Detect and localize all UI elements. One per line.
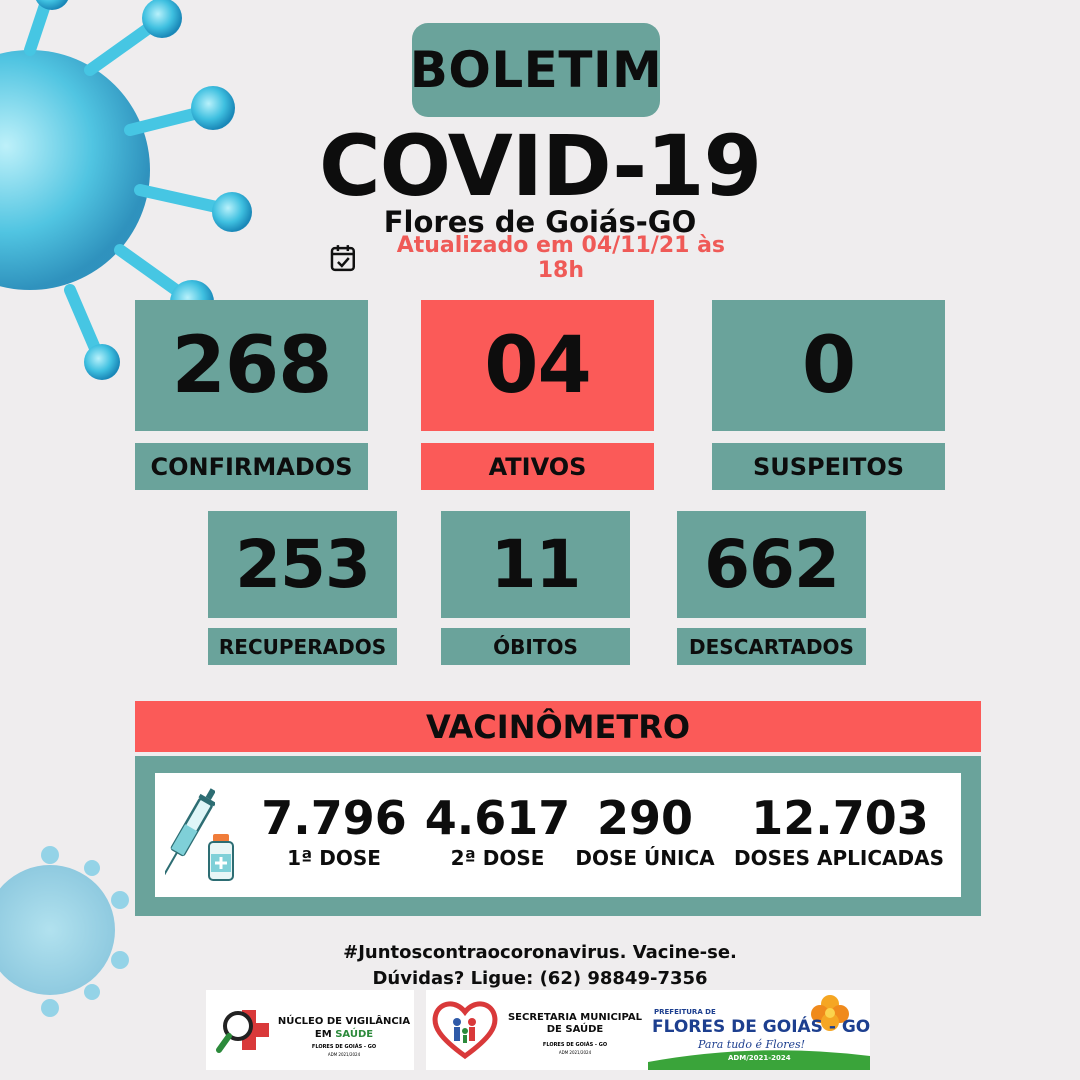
stat-deaths-value: 11 <box>441 511 630 618</box>
stat-active-label: ATIVOS <box>421 443 654 490</box>
logo-nucleo <box>206 990 414 1070</box>
stat-deaths-label: ÓBITOS <box>441 628 630 665</box>
stat-confirmed-value: 268 <box>135 300 368 431</box>
prefeitura-line2: FLORES DE GOIÁS - GO <box>652 1017 870 1037</box>
bulletin-badge <box>409 23 663 117</box>
secretaria-line4: ADM 2021/2024 <box>558 1050 592 1055</box>
vaccine-meter-title: VACINÔMETRO <box>135 701 981 752</box>
stat-suspected-label: SUSPEITOS <box>712 443 945 490</box>
contact-text: Dúvidas? Ligue: (62) 98849-7356 <box>372 967 708 989</box>
stat-confirmed-label: CONFIRMADOS <box>135 443 368 490</box>
prefeitura-line1: PREFEITURA DE <box>654 1008 716 1016</box>
stat-suspected-value: 0 <box>712 300 945 431</box>
nucleo-line4: ADM 2021/2024 <box>327 1052 361 1057</box>
secretaria-line1: SECRETARIA MUNICIPAL <box>507 1012 643 1023</box>
update-row <box>330 233 750 283</box>
single-dose-value: 290 <box>596 791 694 845</box>
bulletin-badge-label: BOLETIM <box>409 41 663 99</box>
stat-discarded-value: 662 <box>677 511 866 618</box>
city-subtitle: Flores de Goiás-GO <box>383 205 697 239</box>
stat-recovered-value: 253 <box>208 511 397 618</box>
hashtag-text: #Juntoscontraocoronavirus. Vacine-se. <box>343 941 737 963</box>
single-dose-label: DOSE ÚNICA <box>575 846 715 870</box>
magnifier-icon <box>216 1006 272 1056</box>
stat-active-value: 04 <box>421 300 654 431</box>
update-timestamp: Atualizado em 04/11/21 às 18h <box>396 233 726 283</box>
first-dose-label: 1ª DOSE <box>287 846 381 870</box>
nucleo-line1: NÚCLEO DE VIGILÂNCIA <box>277 1016 411 1027</box>
second-dose-label: 2ª DOSE <box>450 846 545 870</box>
secretaria-line3: FLORES DE GOIÁS - GO <box>542 1042 608 1048</box>
stat-discarded-label: DESCARTADOS <box>677 628 866 665</box>
calendar-icon <box>330 244 356 272</box>
nucleo-line2: EM SAÚDE <box>314 1029 374 1040</box>
page-title: COVID-19 <box>318 117 762 215</box>
nucleo-line3: FLORES DE GOIÁS - GO <box>311 1044 377 1050</box>
vaccine-vial-icon <box>205 832 237 882</box>
secretaria-line2: DE SAÚDE <box>546 1024 604 1035</box>
second-dose-value: 4.617 <box>424 791 571 845</box>
doses-applied-label: DOSES APLICADAS <box>734 846 944 870</box>
first-dose-value: 7.796 <box>261 791 407 845</box>
heart-icon <box>430 998 500 1060</box>
virus-icon <box>0 840 140 1020</box>
prefeitura-line4: ADM/2021-2024 <box>728 1054 791 1062</box>
logo-prefeitura <box>648 990 870 1070</box>
doses-applied-value: 12.703 <box>751 791 929 845</box>
stat-recovered-label: RECUPERADOS <box>208 628 397 665</box>
prefeitura-slogan: Para tudo é Flores! <box>698 1038 806 1051</box>
logo-secretaria <box>426 990 648 1070</box>
